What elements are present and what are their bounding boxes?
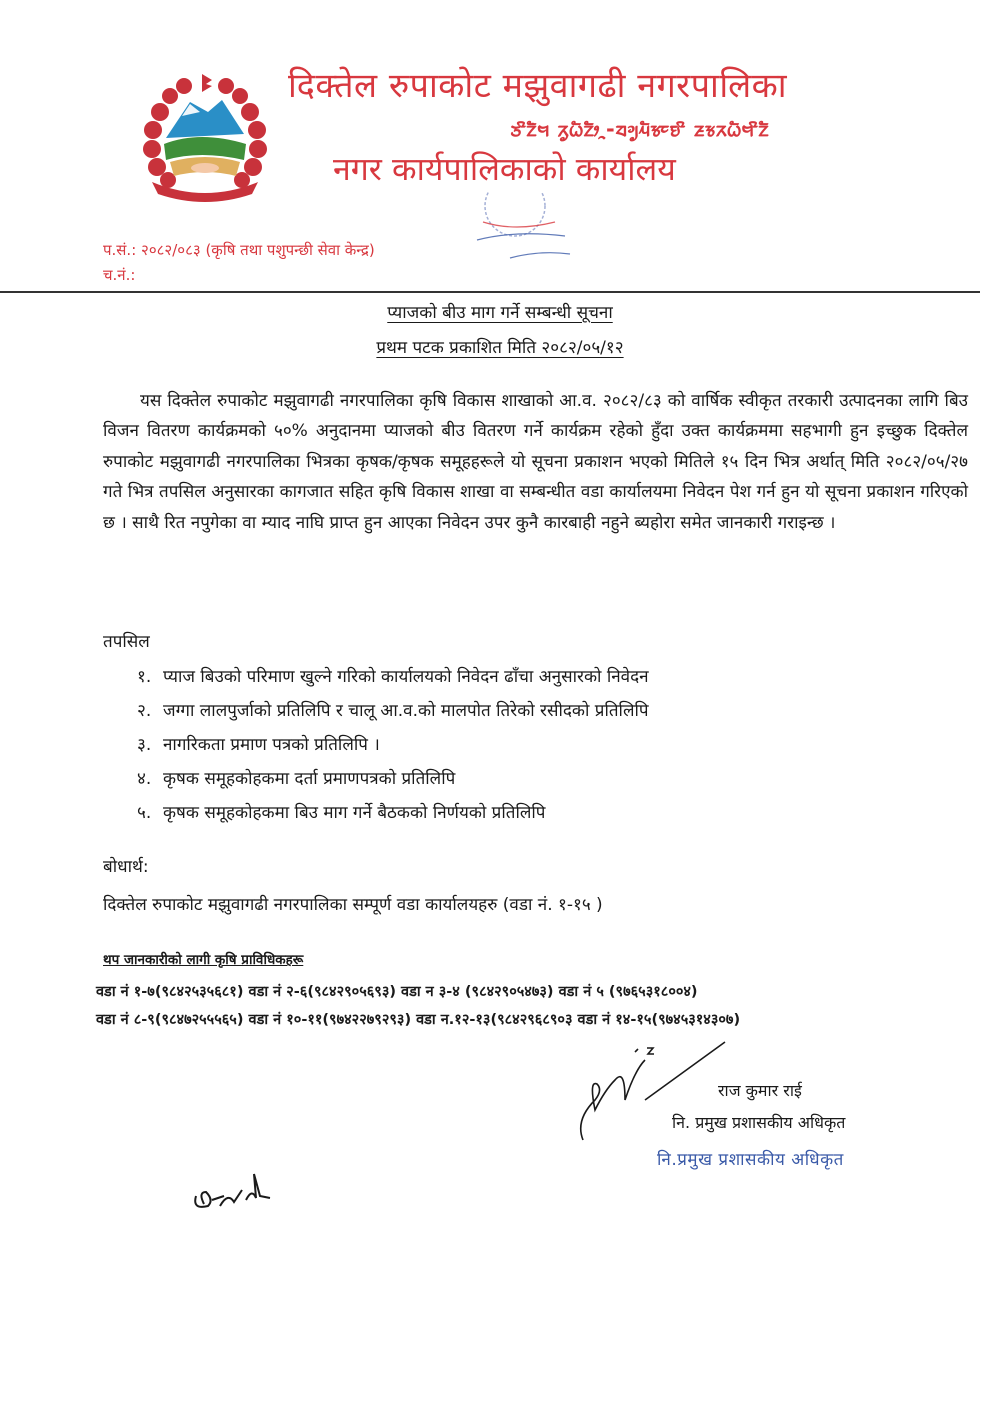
reference-label: प.सं.: (103, 241, 137, 259)
requirement-text: नागरिकता प्रमाण पत्रको प्रतिलिपि । (163, 735, 380, 755)
requirement-text: जग्गा लालपुर्जाको प्रतिलिपि र चालू आ.व.को मालपोत तिरेको रसीदको प्रतिलिपि (163, 701, 649, 721)
municipality-name: दिक्तेल रुपाकोट मझुवागढी नगरपालिका (288, 66, 788, 106)
office-name: नगर कार्यपालिकाको कार्यालय (333, 150, 676, 188)
requirement-item (137, 762, 649, 796)
requirement-number: ५. (137, 803, 152, 823)
requirement-number: ४. (137, 769, 152, 789)
cc-heading: बोधार्थ: (103, 857, 149, 877)
requirement-number: २. (137, 701, 152, 721)
header-divider (0, 291, 980, 293)
contacts-list (96, 978, 986, 1034)
initials-signature-icon (190, 1170, 280, 1215)
reference-number (103, 240, 375, 260)
requirement-item (137, 694, 649, 728)
requirement-item (137, 796, 649, 830)
contact-line: वडा नं ८-९(९८४७२५५५६५) वडा नं १०-११(९७४२२७९२९३) वडा न.१२-१३(९८४२९६८९०३ वडा नं १४-१५(९७४५३१४३०७) (96, 1012, 741, 1028)
notice-body: यस दिक्तेल रुपाकोट मझुवागढी नगरपालिका कृषि विकास शाखाको आ.व. २०८२/८३ को वार्षिक स्वीकृत तरकारी उत्पादनका लागि बिउ विजन वितरण कार्यक्रमको ५०% अनुदानमा प्याजको बीउ वितरण गर्ने कार्यक्रम रहेको हुँदा उक्त कार्यक्रममा सहभागी हुन इच्छुक दिक्तेल रुपाकोट मझुवागढी नगरपालिका भित्रका कृषक/कृषक समूहहरूले यो सूचना प्रकाशन भएको मितिले १५ दिन भित्र अर्थात् मिति २०८२/०५/२७ गते भित्र तपसिल अनुसारका कागजात सहित कृषि विकास शाखा वा सम्बन्धीत वडा कार्यालयमा निवेदन पेश गर्न हुन यो सूचना प्रकाशन गरिएको छ । साथै रित नपुगेका वा म्याद नाघि प्राप्त हुन आएका निवेदन उपर कुनै कारबाही नहुने ब्यहोरा समेत जानकारी गराइन्छ । (103, 391, 968, 533)
contacts-heading: थप जानकारीको लागी कृषि प्राविधिकहरू (103, 952, 304, 968)
requirement-item (137, 660, 649, 694)
signatory-title: नि. प्रमुख प्रशासकीय अधिकृत (672, 1113, 846, 1132)
requirement-text: कृषक समूहकोहकमा दर्ता प्रमाणपत्रको प्रतिलिपि (163, 769, 456, 789)
schedule-heading: तपसिल (103, 632, 150, 652)
cc-recipients: दिक्तेल रुपाकोट मझुवागढी नगरपालिका सम्पूर्ण वडा कार्यालयहरु (वडा नं. १-१५ ) (103, 895, 603, 915)
contact-line: वडा नं १-७(९८४२५३५६८१) वडा नं २-६(९८४२९०५६९३) वडा न ३-४ (९८४२९०५४७३) वडा नं ५ (९७६५३१८००४) (96, 984, 698, 1000)
requirement-number: ३. (137, 735, 152, 755)
notice-title: प्याजको बीउ माग गर्ने सम्बन्धी सूचना (387, 303, 613, 323)
requirement-text: कृषक समूहकोहकमा बिउ माग गर्ने बैठकको निर्णयको प्रतिलिपि (163, 803, 546, 823)
signatory-stamp: नि.प्रमुख प्रशासकीय अधिकृत (657, 1150, 844, 1170)
signatory-name: राज कुमार राई (718, 1081, 802, 1100)
requirements-list (137, 660, 649, 830)
reference-value: २०८२/०८३ (कृषि तथा पशुपन्छी सेवा केन्द्र) (141, 241, 375, 259)
requirement-item (137, 728, 649, 762)
notice-subtitle: प्रथम पटक प्रकाशित मिति २०८२/०५/१२ (376, 338, 624, 358)
requirement-number: १. (137, 667, 152, 687)
requirement-text: प्याज बिउको परिमाण खुल्ने गरिको कार्यालयको निवेदन ढाँचा अनुसारको निवेदन (163, 667, 649, 687)
nepal-emblem-icon (140, 72, 270, 204)
office-seal-icon (455, 192, 605, 274)
dispatch-number-label: च.नं.: (103, 266, 136, 284)
municipality-name-kirati: ᤍᤡᤁ᤺ᤠᤗ ᤖᤢᤐᤠᤁᤥᤳ-ᤔᤆᤢᤘᤠᤃᤰᤎᤡ ᤏᤃᤖᤐᤠᤗᤡᤁᤠ (510, 117, 770, 141)
